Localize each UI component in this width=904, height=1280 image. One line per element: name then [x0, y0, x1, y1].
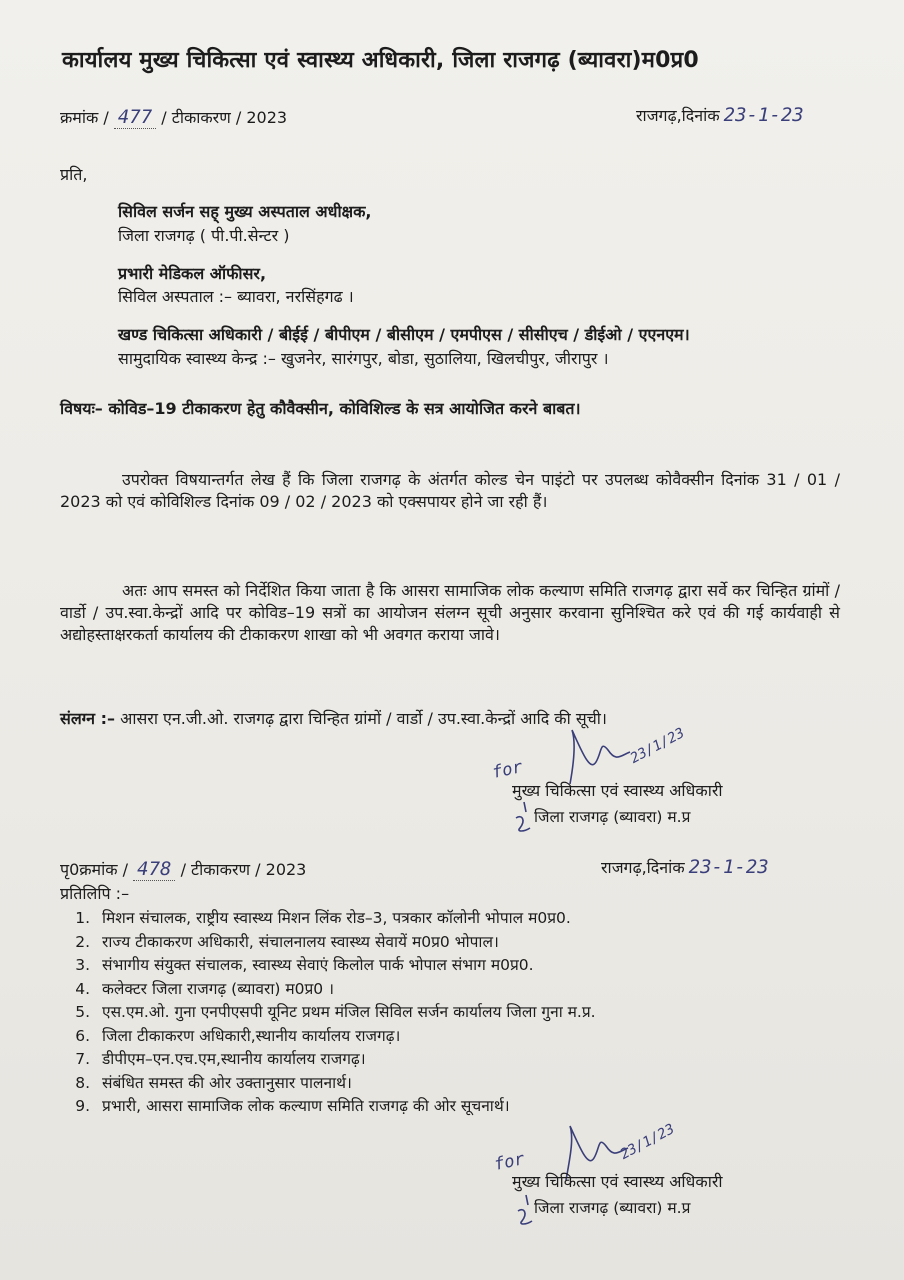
list-item: 7. डीपीएम–एन.एच.एम,स्थानीय कार्यालय राजगढ़। — [75, 1050, 366, 1068]
enclosure-line — [60, 707, 607, 729]
signature-designation-2: मुख्य चिकित्सा एवं स्वास्थ्य अधिकारी — [512, 1172, 723, 1191]
ref-date-2 — [601, 856, 769, 878]
recipient-1-title: सिविल सर्जन सह् मुख्य अस्पताल अधीक्षक, — [118, 202, 372, 221]
enclosure-text: आसरा एन.जी.ओ. राजगढ़ द्वारा चिन्हित ग्रांमों / वार्डो / उप.स्वा.केन्द्रों आदि की सूची। — [120, 709, 608, 728]
ref-number-handwritten: 477 — [114, 106, 156, 129]
list-item: 4. कलेक्टर जिला राजगढ़ (ब्यावरा) म0प्र0 । — [75, 979, 334, 998]
ref2-suffix: / टीकाकरण / 2023 — [180, 860, 307, 879]
list-item: 2. राज्य टीकाकरण अधिकारी, संचालनालय स्वास्थ्य सेवायें म0प्र0 भोपाल। — [75, 932, 499, 951]
recipient-3-address: सामुदायिक स्वास्थ्य केन्द्र :– खुजनेर, सारंगपुर, बोडा, सुठालिया, खिलचीपुर, जीरापुर । — [118, 349, 609, 368]
signature-for-mark-1: for — [490, 757, 525, 783]
recipient-2-address: सिविल अस्पताल :– ब्यावरा, नरसिंहगढ । — [118, 287, 354, 306]
ref-line-2 — [60, 858, 306, 880]
signature-designation-1: मुख्य चिकित्सा एवं स्वास्थ्य अधिकारी — [512, 781, 723, 800]
office-title: कार्यालय मुख्य चिकित्सा एवं स्वास्थ्य अधिकारी, जिला राजगढ़ (ब्यावरा)म0प्र0 — [62, 48, 699, 73]
signature-district-2: जिला राजगढ़ (ब्यावरा) म.प्र — [534, 1199, 691, 1217]
list-item: 1. मिशन संचालक, राष्ट्रीय स्वास्थ्य मिशन लिंक रोड–3, पत्रकार कॉलोनी भोपाल म0प्र0. — [75, 909, 571, 927]
enclosure-label: संलग्न :– — [60, 709, 116, 728]
recipient-1-address: जिला राजगढ़ ( पी.पी.सेन्टर ) — [118, 226, 290, 245]
signature-district-1: जिला राजगढ़ (ब्यावरा) म.प्र — [534, 808, 691, 826]
recipient-2-title: प्रभारी मेडिकल ऑफीसर, — [118, 264, 267, 283]
list-item: 8. संबंधित समस्त की ओर उक्तानुसार पालनार्थ। — [75, 1073, 352, 1092]
date2-handwritten: 23-1-23 — [688, 856, 769, 878]
ref2-number-handwritten: 478 — [133, 858, 175, 881]
list-item: 3. संभागीय संयुक्त संचालक, स्वास्थ्य सेवाएं किलोल पार्क भोपाल संभाग म0प्र0. — [75, 956, 534, 974]
ref-prefix: क्रमांक / — [60, 108, 109, 127]
list-item: 5. एस.एम.ओ. गुना एनपीएसपी यूनिट प्रथम मंजिल सिविल सर्जन कार्यालय जिला गुना म.प्र. — [75, 1003, 596, 1021]
ref2-prefix: पृ0क्रमांक / — [60, 860, 129, 879]
list-item: 6. जिला टीकाकरण अधिकारी,स्थानीय कार्यालय राजगढ़। — [75, 1026, 401, 1045]
signature-date-2: 23/1/23 — [617, 1121, 678, 1163]
ref-suffix: / टीकाकरण / 2023 — [161, 108, 288, 127]
recipient-3-title: खण्ड चिकित्सा अधिकारी / बीईई / बीपीएम / बीसीएम / एमपीएस / सीसीएच / डीईओ / एएनएम। — [118, 325, 690, 344]
ref-date-1 — [636, 104, 804, 126]
initial-mark-1 — [512, 800, 534, 836]
list-item: 9. प्रभारी, आसरा सामाजिक लोक कल्याण समिति राजगढ़ की ओर सूचनार्थ। — [75, 1097, 510, 1115]
initial-mark-2 — [514, 1193, 536, 1229]
body-paragraph-1: उपरोक्त विषयान्तर्गत लेख हैं कि जिला राजगढ़ के अंतर्गत कोल्ड चेन पाइंटो पर उपलब्ध कोवैक्सीन दिनांक 31 / 01 / 2023 को एवं कोविशिल्ड दिनांक 09 / 02 / 2023 को एक्सपायर होने जा रही हैं। — [60, 470, 840, 511]
copy-recipient-list — [60, 907, 820, 1119]
copy-label: प्रतिलिपि :– — [60, 884, 130, 903]
ref-line-1 — [60, 106, 287, 128]
signature-date-1: 23/1/23 — [627, 725, 688, 767]
to-label: प्रति, — [60, 165, 88, 184]
place-date-label: राजगढ़,दिनांक — [636, 106, 720, 125]
place-date-label-2: राजगढ़,दिनांक — [601, 858, 685, 877]
date-handwritten: 23-1-23 — [723, 104, 804, 126]
signature-for-mark-2: for — [492, 1149, 527, 1175]
subject-line: विषयः– कोविड–19 टीकाकरण हेतु कौवैक्सीन, कोविशिल्ड के सत्र आयोजित करने बाबत। — [60, 399, 581, 418]
body-paragraph-2: अतः आप समस्त को निर्देशित किया जाता है कि आसरा सामाजिक लोक कल्याण समिति राजगढ़ द्वारा सर्वे कर चिन्हित ग्रांमों / वार्डो / उप.स्वा.केन्द्रों आदि पर कोविड–19 सत्रों का आयोजन संलग्न सूची अनुसार करवाना सुनिश्चित करे एवं की गई कार्यवाही से अद्योहस्ताक्षरकर्ता कार्यालय की टीकाकरण शाखा को भी अवगत कराया जावे। — [60, 581, 840, 644]
